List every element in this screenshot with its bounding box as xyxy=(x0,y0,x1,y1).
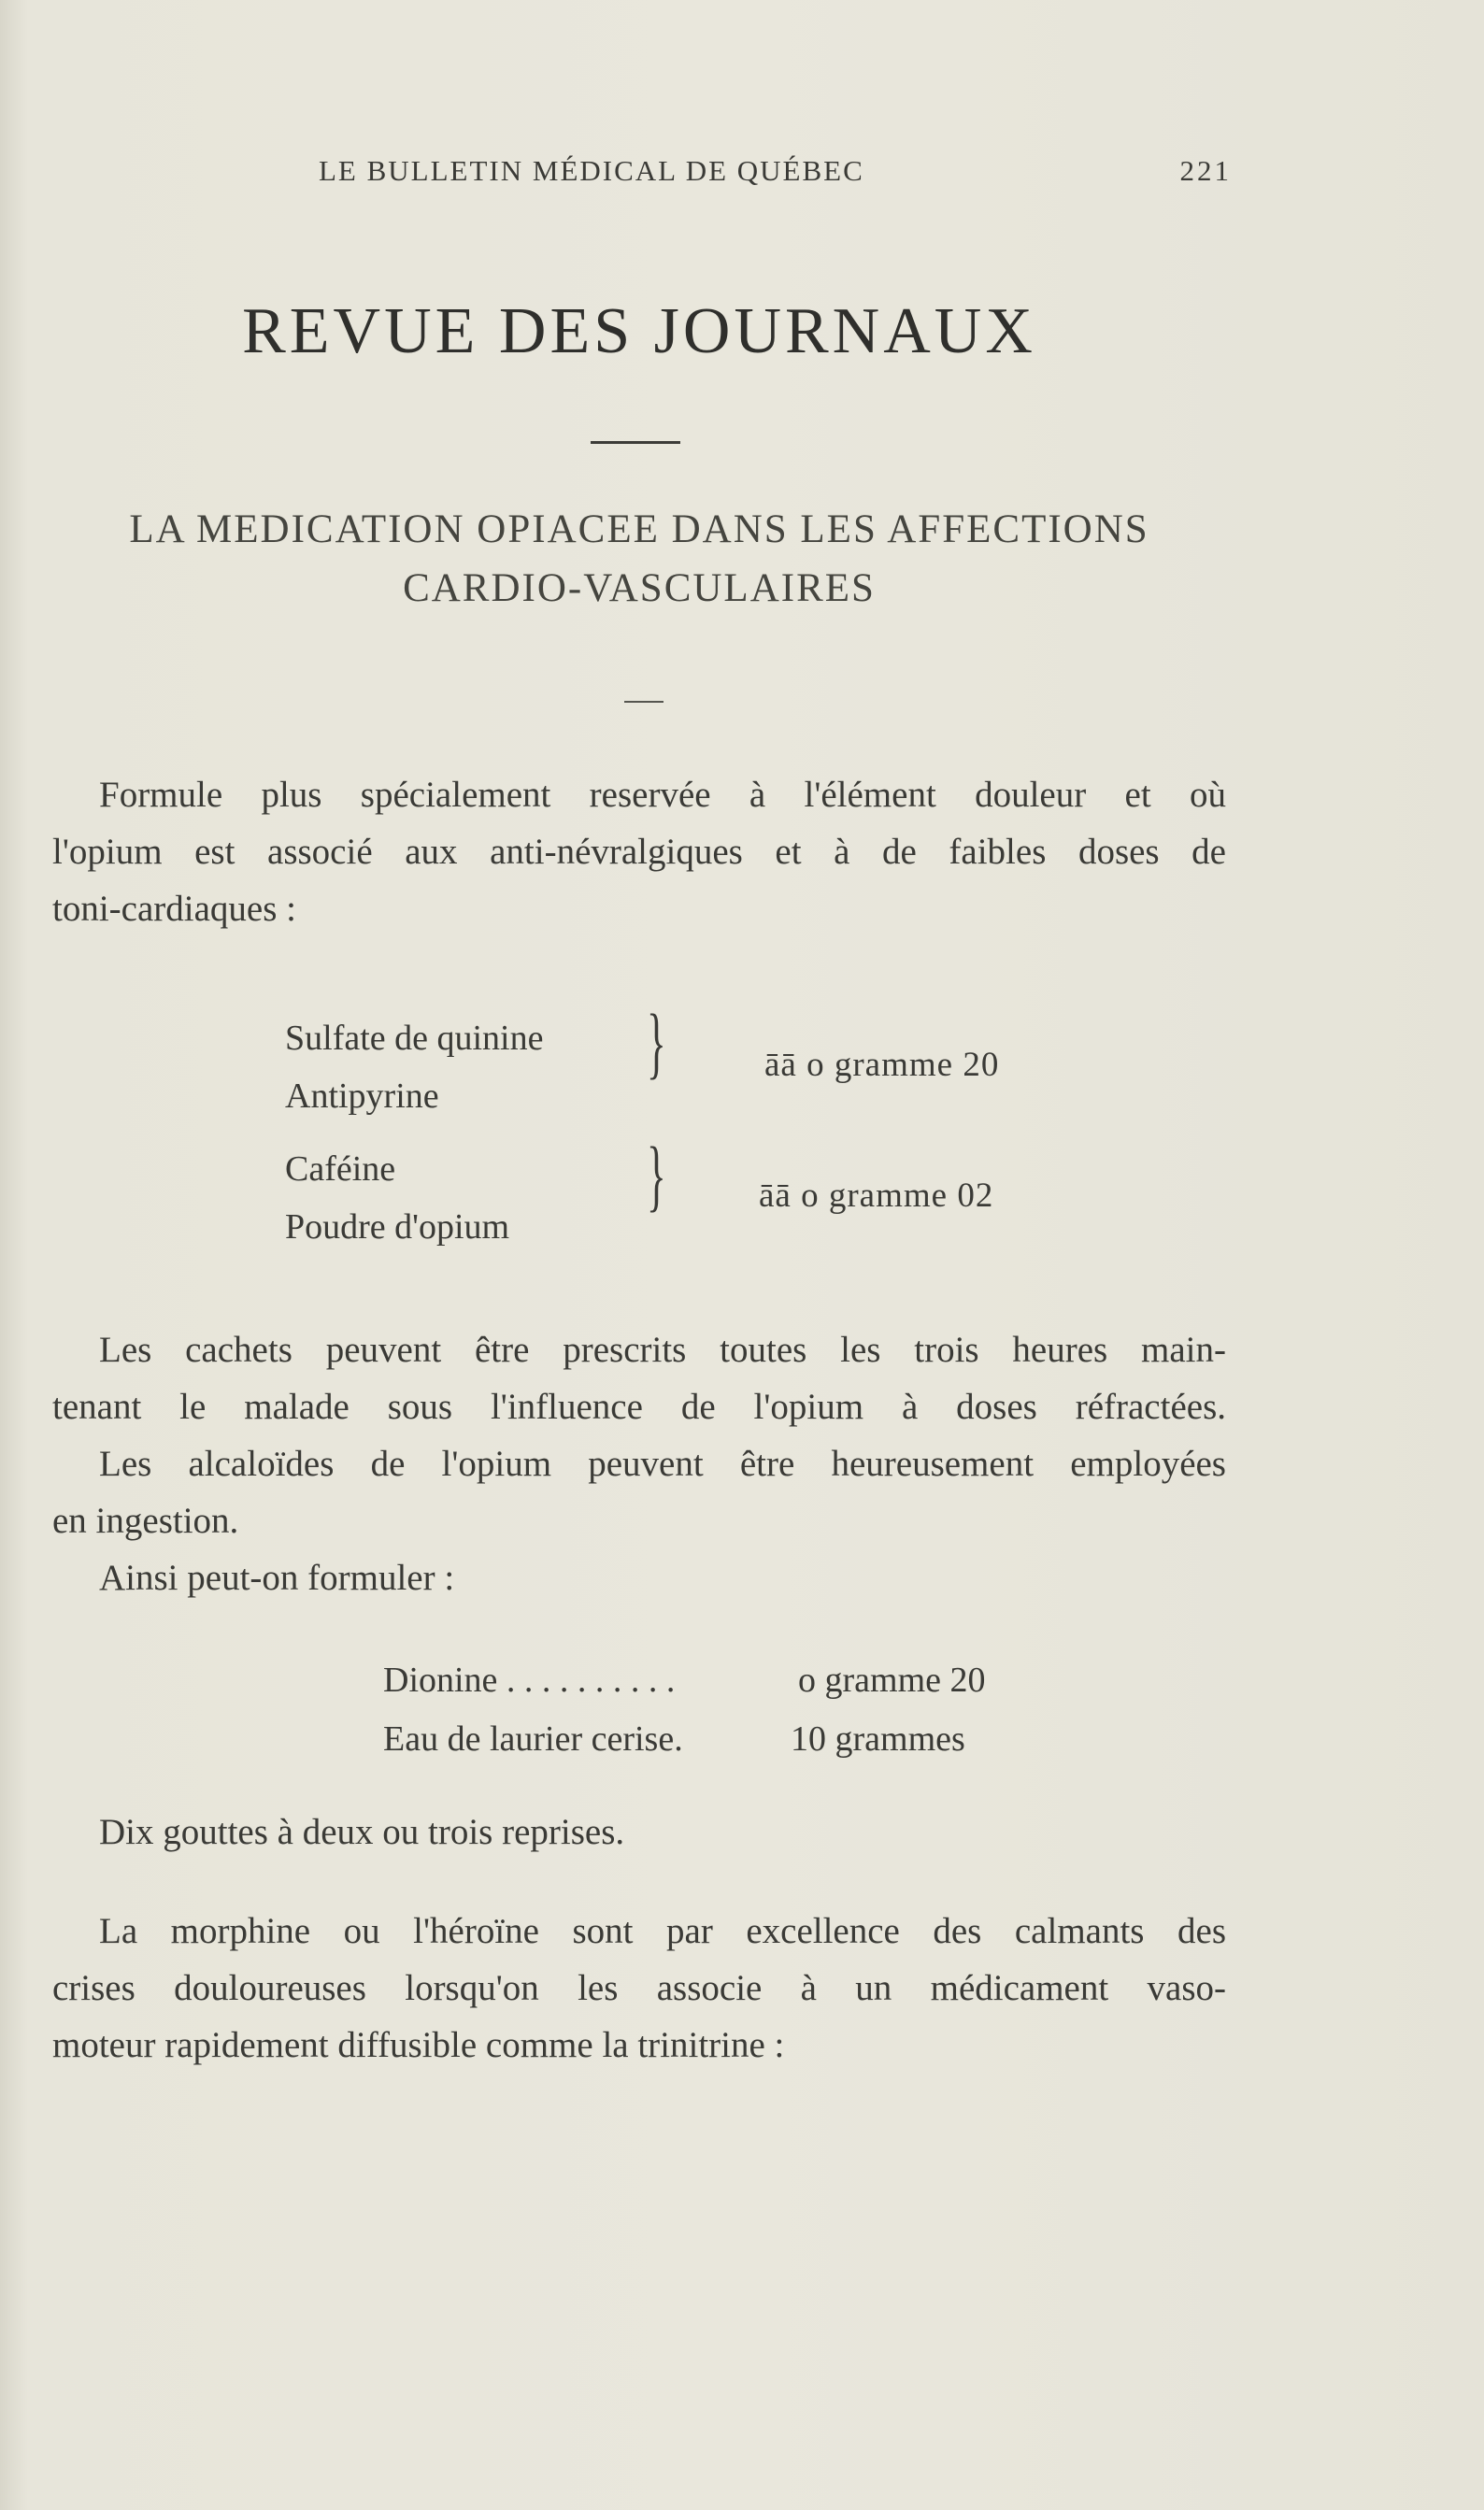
ingredient-eau-de-laurier-cerise: Eau de laurier cerise. xyxy=(383,1719,683,1759)
page-number: 221 xyxy=(1179,154,1232,187)
intro-line-1: Formule plus spécialement reservée à l'élément douleur et où xyxy=(99,775,1226,815)
dosage-note xyxy=(52,1804,1226,1861)
title-divider xyxy=(591,441,680,444)
intro-line-3: toni-cardiaques : xyxy=(52,889,296,929)
alcaloides-line-2: en ingestion. xyxy=(52,1501,239,1541)
brace-group-b: } xyxy=(647,1130,666,1219)
ingredient-dionine: Dionine . . . . . . . . . . xyxy=(383,1661,676,1700)
formula-2 xyxy=(383,1651,986,1769)
formula-1-group-b xyxy=(285,1140,509,1256)
cachets-line-1: Les cachets peuvent être prescrits toutes les trois heures main- xyxy=(99,1330,1226,1370)
article-title-line-1: LA MEDICATION OPIACEE DANS LES AFFECTIONS xyxy=(129,507,1149,551)
brace-group-a: } xyxy=(647,997,666,1087)
final-line-2: crises douloureuses lorsqu'on les associe à un médicament vaso- xyxy=(52,1968,1226,2008)
ingredient-sulfate-de-quinine: Sulfate de quinine xyxy=(285,1019,544,1058)
ingredient-cafeine: Caféine xyxy=(285,1149,396,1189)
formuler-line: Ainsi peut-on formuler : xyxy=(99,1558,455,1598)
intro-paragraph xyxy=(52,766,1226,937)
journal-title: LE BULLETIN MÉDICAL DE QUÉBEC xyxy=(319,154,864,187)
dose-group-a: āā o gramme 20 xyxy=(764,1046,1000,1084)
alcaloides-line-1: Les alcaloïdes de l'opium peuvent être heureusement employées xyxy=(99,1444,1226,1484)
quantity-eau-de-laurier-cerise: 10 grammes xyxy=(791,1719,965,1759)
dose-group-b: āā o gramme 02 xyxy=(759,1177,994,1215)
quantity-dionine: o gramme 20 xyxy=(798,1661,986,1700)
dosage-note-line: Dix gouttes à deux ou trois reprises. xyxy=(99,1812,625,1852)
article-title xyxy=(52,500,1226,618)
section-title: REVUE DES JOURNAUX xyxy=(242,295,1036,367)
article-divider xyxy=(624,701,664,703)
ingredient-antipyrine: Antipyrine xyxy=(285,1077,439,1116)
intro-line-2: l'opium est associé aux anti-névralgiques et à de faibles doses de xyxy=(52,832,1226,872)
formula-1-group-a xyxy=(285,1009,543,1125)
final-line-1: La morphine ou l'héroïne sont par excellence des calmants des xyxy=(99,1911,1226,1951)
final-line-3: moteur rapidement diffusible comme la trinitrine : xyxy=(52,2025,785,2065)
article-title-line-2: CARDIO-VASCULAIRES xyxy=(403,566,876,610)
ingredient-poudre-d-opium: Poudre d'opium xyxy=(285,1207,510,1247)
cachets-paragraph xyxy=(52,1321,1226,1606)
formula-2-row xyxy=(383,1710,965,1769)
cachets-line-2: tenant le malade sous l'influence de l'opium à doses réfractées. xyxy=(52,1387,1226,1427)
formula-2-row xyxy=(383,1651,986,1710)
final-paragraph xyxy=(52,1903,1226,2074)
